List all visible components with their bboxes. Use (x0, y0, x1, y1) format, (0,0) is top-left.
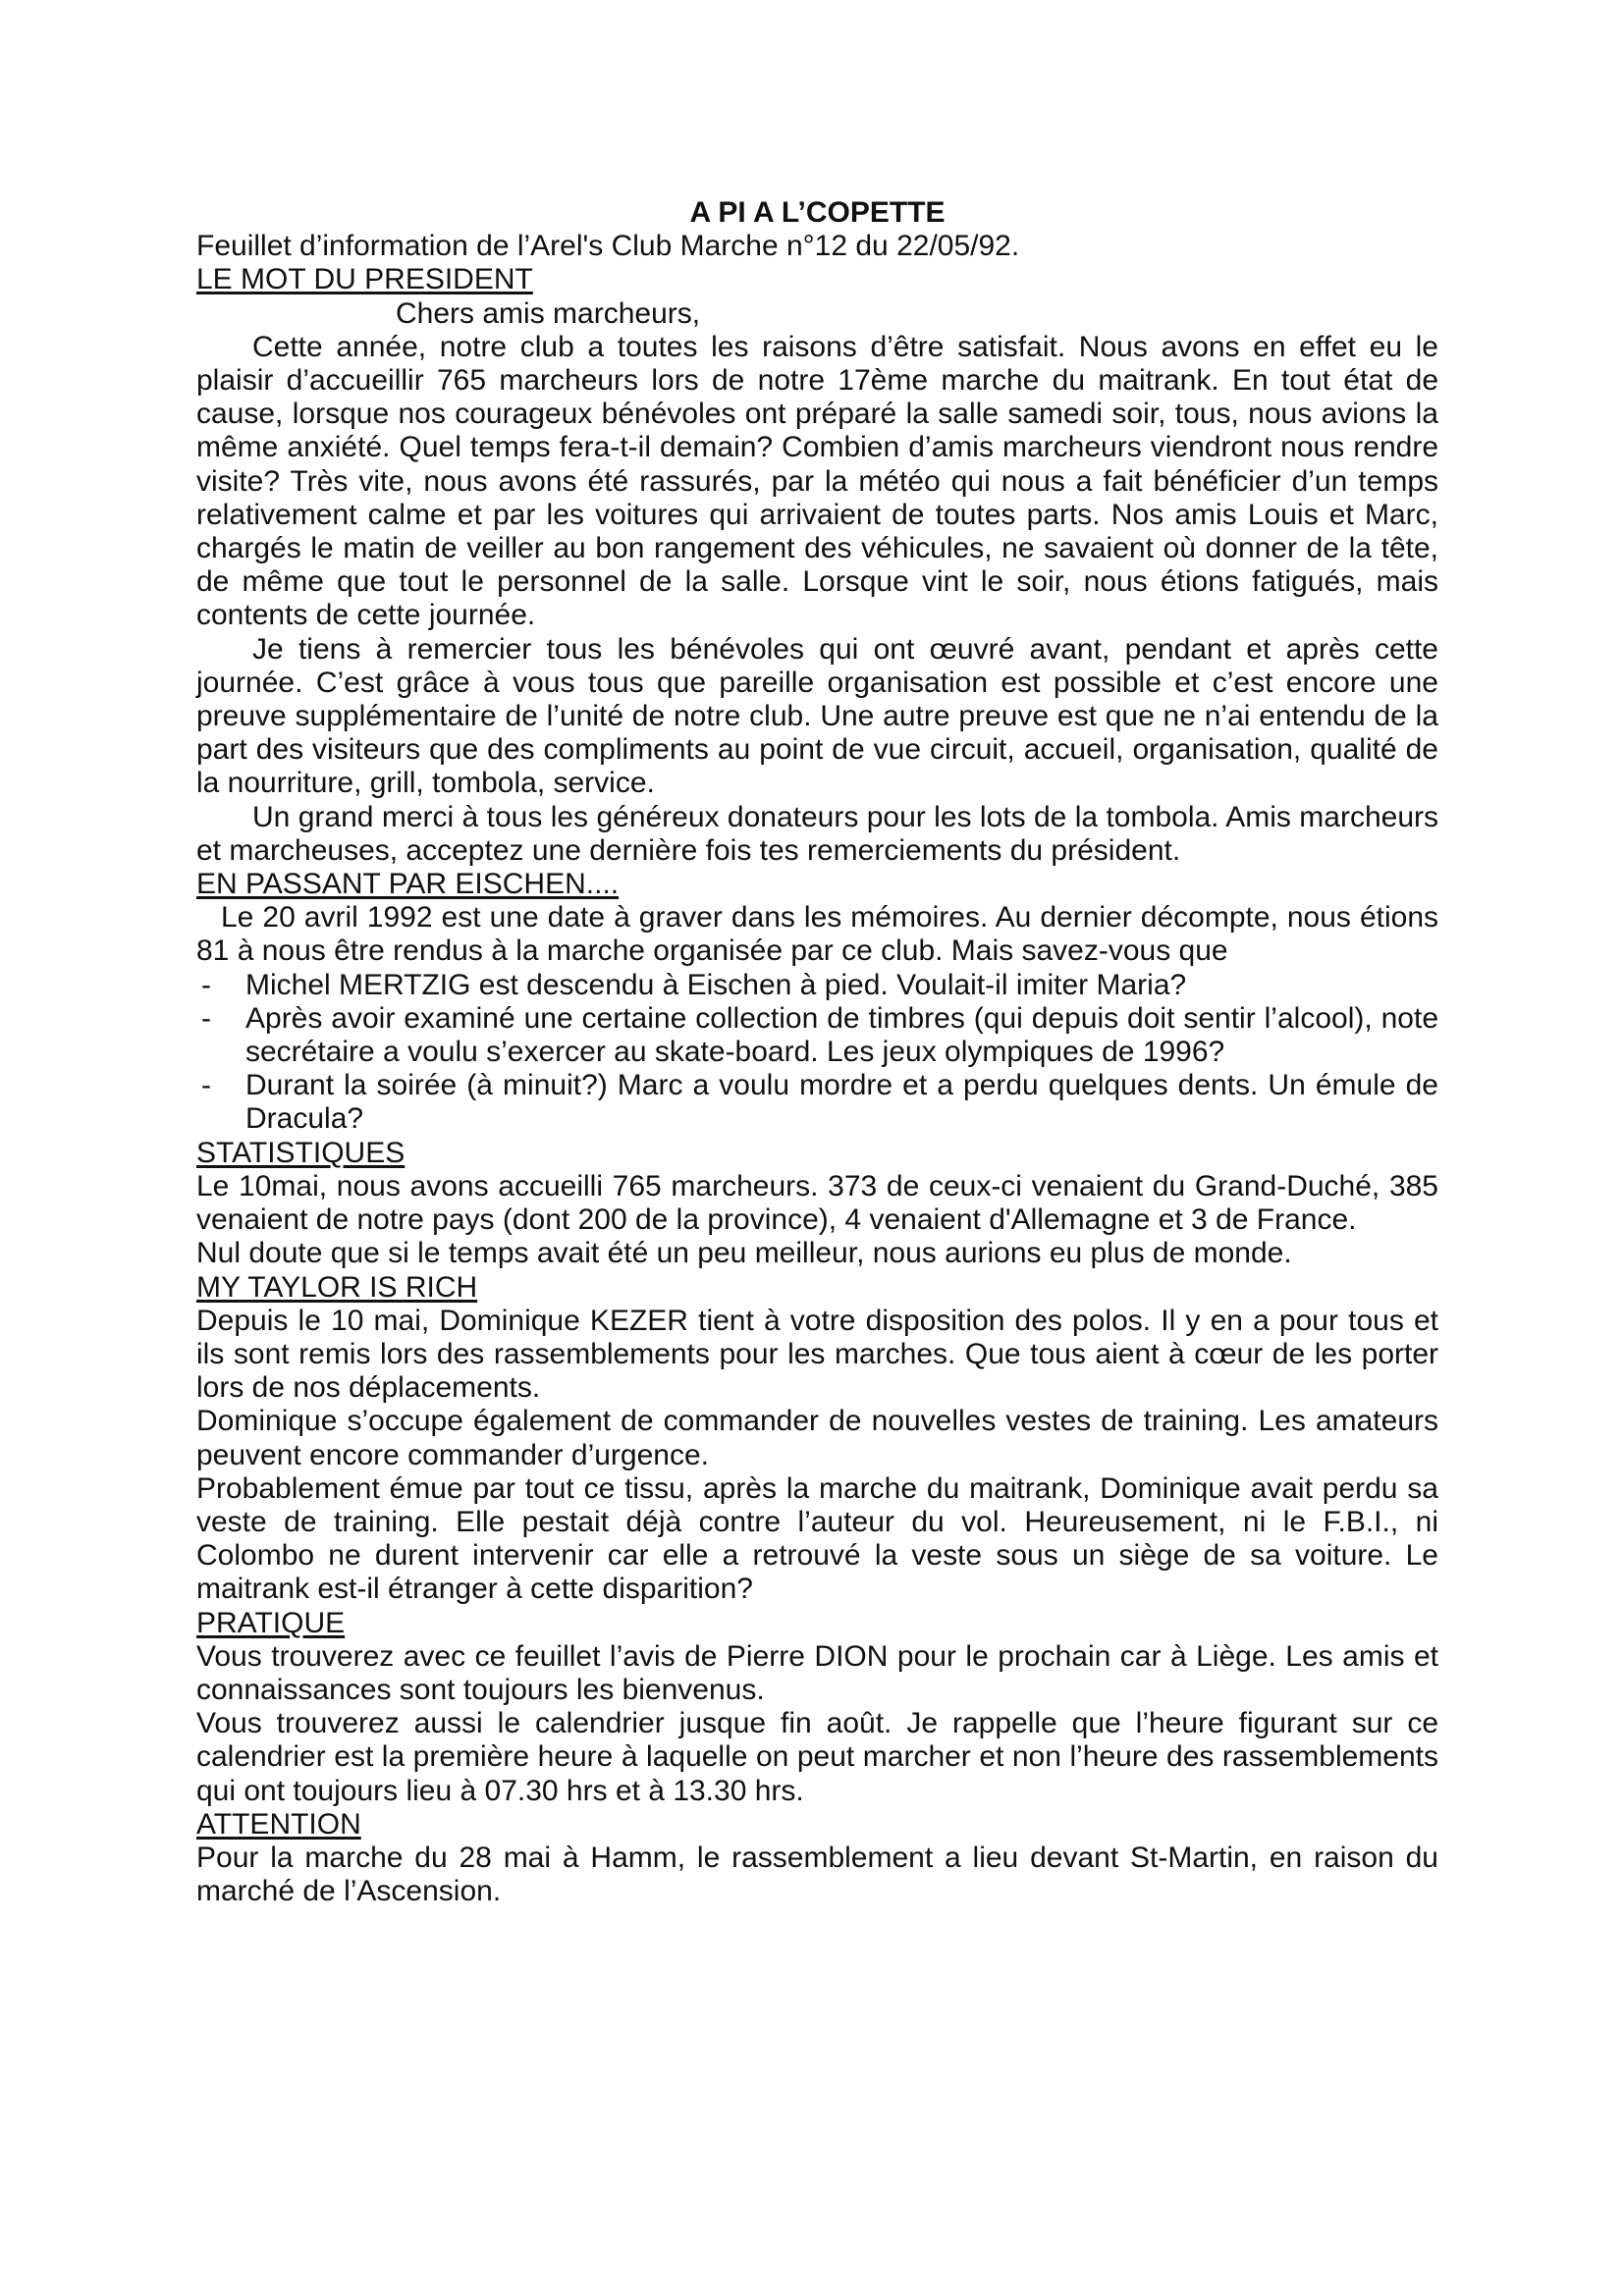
section-heading-taylor: MY TAYLOR IS RICH (196, 1270, 478, 1304)
paragraph: Nul doute que si le temps avait été un peu meilleur, nous aurions eu plus de monde. (196, 1237, 1292, 1270)
paragraph: Pour la marche du 28 mai à Hamm, le rassemblement a lieu devant St-Martin, en raison du marché de l’Ascension. (196, 1841, 1438, 1908)
dash-bullet: - (201, 1001, 211, 1035)
document-title: A PI A L’COPETTE (689, 196, 946, 229)
list-item-text: Durant la soirée (à minuit?) Marc a voulu mordre et a perdu quelques dents. Un émule de Dracula? (245, 1069, 1438, 1136)
paragraph: Vous trouverez avec ce feuillet l’avis de Pierre DION pour le prochain car à Liège. Les amis et connaissances sont toujours les bienvenus. (196, 1639, 1438, 1706)
section-heading-statistiques: STATISTIQUES (196, 1136, 406, 1169)
dash-bullet: - (201, 1069, 211, 1102)
section-heading-eischen: EN PASSANT PAR EISCHEN.... (196, 868, 620, 901)
paragraph: Vous trouverez aussi le calendrier jusque fin août. Je rappelle que l’heure figurant sur ce calendrier est la première heure à laquelle on peut marcher et non l’heure des rassemblements qui ont toujours lieu à 07.30 hrs et à 13.30 hrs. (196, 1707, 1438, 1807)
paragraph: Le 10mai, nous avons accueilli 765 marcheurs. 373 de ceux-ci venaient du Grand-Duché, 385 venaient de notre pays (dont 200 de la province), 4 venaient d'Allemagne et 3 de France. (196, 1169, 1438, 1237)
greeting: Chers amis marcheurs, (396, 296, 701, 330)
section-heading-president: LE MOT DU PRESIDENT (196, 263, 533, 296)
list-item-text: Après avoir examiné une certaine collection de timbres (qui depuis doit sentir l’alcool), note secrétaire a voulu s’exercer au skate-board. Les jeux olympiques de 1996? (245, 1001, 1438, 1069)
list-item (196, 1002, 1438, 1069)
paragraph: Probablement émue par tout ce tissu, après la marche du maitrank, Dominique avait perdu sa veste de training. Elle pestait déjà contre l’auteur du vol. Heureusement, ni le F.B.I., ni Colombo ne durent intervenir car elle a retrouvé la veste sous un siège de sa voiture. Le maitrank est-il étranger à cette disparition? (196, 1471, 1438, 1606)
document-subtitle: Feuillet d’information de l’Arel's Club Marche n°12 du 22/05/92. (196, 230, 1020, 263)
document-page (196, 196, 1438, 1908)
dash-bullet: - (201, 968, 211, 1001)
list-item-text: Michel MERTZIG est descendu à Eischen à pied. Voulait-il imiter Maria? (245, 968, 1187, 1001)
paragraph: Cette année, notre club a toutes les raisons d’être satisfait. Nous avons en effet eu le plaisir d’accueillir 765 marcheurs lors de notre 17ème marche du maitrank. En tout état de cause, lorsque nos courageux bénévoles ont préparé la salle samedi soir, tous, nous avions la même anxiété. Quel temps fera-t-il demain? Combien d’amis marcheurs viendront nous rendre visite? Très vite, nous avons été rassurés, par la météo qui nous a fait bénéficier d’un temps relativement calme et par les voitures qui arrivaient de toutes parts. Nos amis Louis et Marc, chargés le matin de veiller au bon rangement des véhicules, ne savaient où donner de la tête, de même que tout le personnel de la salle. Lorsque vint le soir, nous étions fatigués, mais contents de cette journée. (196, 330, 1438, 632)
paragraph: Un grand merci à tous les généreux donateurs pour les lots de la tombola. Amis marcheurs et marcheuses, acceptez une dernière fois tes remerciements du président. (196, 800, 1438, 867)
list-item (196, 969, 1438, 1002)
section-heading-pratique: PRATIQUE (196, 1606, 346, 1639)
paragraph: Je tiens à remercier tous les bénévoles qui ont œuvré avant, pendant et après cette journée. C’est grâce à vous tous que pareille organisation est possible et c’est encore une preuve supplémentaire de l’unité de notre club. Une autre preuve est que ne n’ai entendu de la part des visiteurs que des compliments au point de vue circuit, accueil, organisation, qualité de la nourriture, grill, tombola, service. (196, 632, 1438, 800)
paragraph: Dominique s’occupe également de commander de nouvelles vestes de training. Les amateurs peuvent encore commander d’urgence. (196, 1405, 1438, 1471)
paragraph: Le 20 avril 1992 est une date à graver dans les mémoires. Au dernier décompte, nous étions 81 à nous être rendus à la marche organisée par ce club. Mais savez-vous que (196, 901, 1438, 968)
bullet-list (196, 969, 1438, 1137)
list-item (196, 1069, 1438, 1136)
paragraph: Depuis le 10 mai, Dominique KEZER tient à votre disposition des polos. Il y en a pour tous et ils sont remis lors des rassemblements pour les marches. Que tous aient à cœur de les porter lors de nos déplacements. (196, 1304, 1438, 1405)
section-heading-attention: ATTENTION (196, 1807, 361, 1841)
